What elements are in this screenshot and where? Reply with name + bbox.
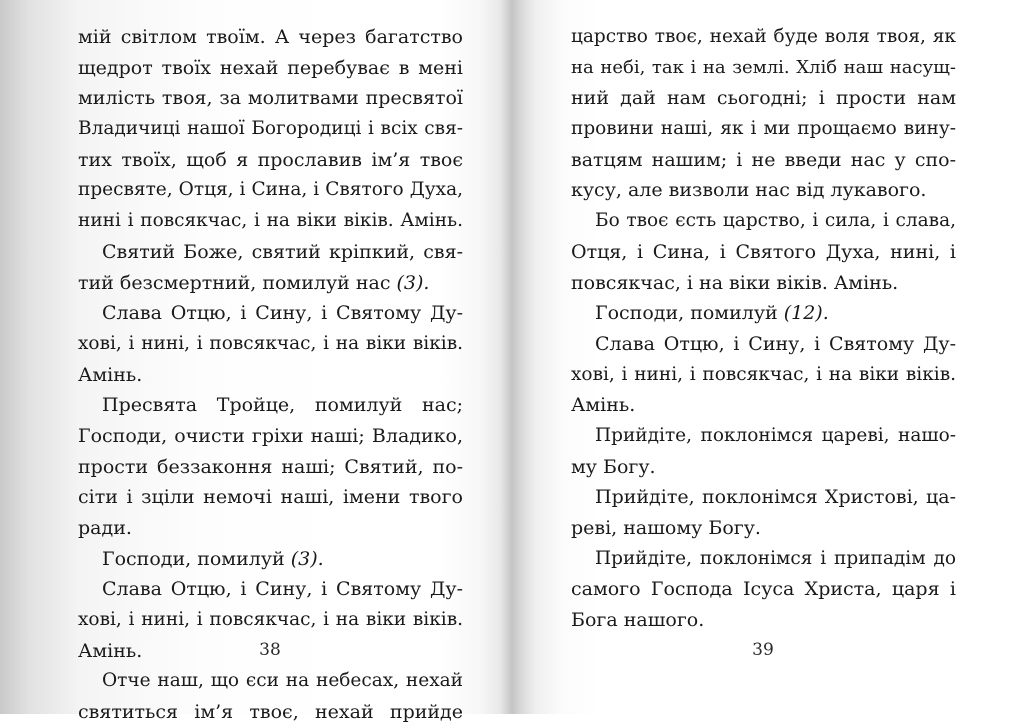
text-line: Амінь. [78, 363, 143, 386]
text-line: царство твоє, нехай буде воля твоя, як [571, 26, 956, 47]
italic-count: (12). [783, 302, 829, 325]
text-line: Слава Отцю, і Сину, і Святому Ду- [102, 578, 463, 601]
text-line: Отця, і Сина, і Святого Духа, нині, і [571, 240, 956, 263]
text-line: Пресвята Тройце, помилуй нас; [102, 394, 463, 417]
text-line: хові, і нині, і повсякчас, і на віки віків. [78, 332, 463, 354]
text-line: Бога нашого. [571, 609, 705, 632]
left-page-text [78, 22, 463, 728]
text-line: щедрот твоїх нехай перебуває в мені [78, 56, 463, 79]
text-line: Прийдіте, поклонімся цареві, нашо- [595, 424, 956, 446]
text-line: Амінь. [571, 394, 636, 417]
italic-count: (3). [290, 547, 324, 570]
text-line: ватцям нашим; і не введи нас у спо- [571, 148, 956, 171]
italic-count: (3). [396, 271, 430, 294]
text-line: му Богу. [571, 455, 656, 478]
right-page [571, 22, 956, 636]
text-line: на небі, так і на землі. Хліб наш насущ- [571, 56, 956, 78]
text-line: Слава Отцю, і Сину, і Святому Ду- [595, 332, 956, 355]
right-page-text [571, 22, 956, 636]
text-line: кусу, але визволи нас від лукавого. [571, 179, 927, 202]
text-line: хові, і нині, і повсякчас, і на віки віків. [78, 609, 463, 631]
text-line: святиться ім’я твоє, нехай прийде [78, 701, 463, 724]
text-line: тих твоїх, щоб я прославив ім’я твоє [78, 148, 463, 171]
text-line: самого Господа Ісуса Христа, царя і [571, 578, 956, 601]
text-line: ний дай нам сьогодні; і прости нам [571, 87, 956, 110]
text-line: Слава Отцю, і Сину, і Святому Ду- [102, 302, 463, 325]
text-line: тий безсмертний, помилуй нас (3). [78, 271, 430, 294]
text-line: Господи, помилуй (12). [595, 302, 829, 325]
text-line: Господи, очисти гріхи наші; Владико, [78, 424, 463, 447]
text-line: ради. [78, 517, 132, 539]
text-line: Отче наш, що єси на небесах, нехай [102, 670, 463, 692]
page-number-right: 39 [752, 640, 774, 660]
text-line: Бо твоє єсть царство, і сила, і слава, [595, 210, 956, 232]
text-line: сіти і зціли немочі наші, імени твого [78, 486, 463, 509]
text-line: хові, і нині, і повсякчас, і на віки віків. [571, 363, 956, 385]
text-line: мій світлом твоїм. А через багатство [78, 26, 463, 48]
left-page [78, 22, 463, 728]
text-line: прости беззаконня наші; Святий, по- [78, 455, 463, 478]
text-line: Господи, помилуй (3). [102, 547, 324, 570]
text-line: провини наші, як і ми прощаємо вину- [571, 118, 956, 140]
text-line: Прийдіте, поклонімся і припадім до [595, 547, 956, 569]
text-line: реві, нашому Богу. [571, 517, 761, 539]
text-line: Амінь. [78, 639, 143, 662]
text-line: милість твоя, за молитвами пресвятої [78, 87, 463, 110]
text-line: Святий Боже, святий кріпкий, свя- [102, 240, 463, 263]
page-number-left: 38 [259, 640, 281, 660]
text-line: Владичиці нашої Богородиці і всіх свя- [78, 118, 463, 140]
text-line: нині і повсякчас, і на віки віків. Амінь. [78, 210, 463, 232]
text-line: пресвяте, Отця, і Сина, і Святого Духа, [78, 179, 463, 201]
text-line: повсякчас, і на віки віків. Амінь. [571, 271, 899, 294]
text-line: Прийдіте, поклонімся Христові, ца- [595, 486, 956, 509]
